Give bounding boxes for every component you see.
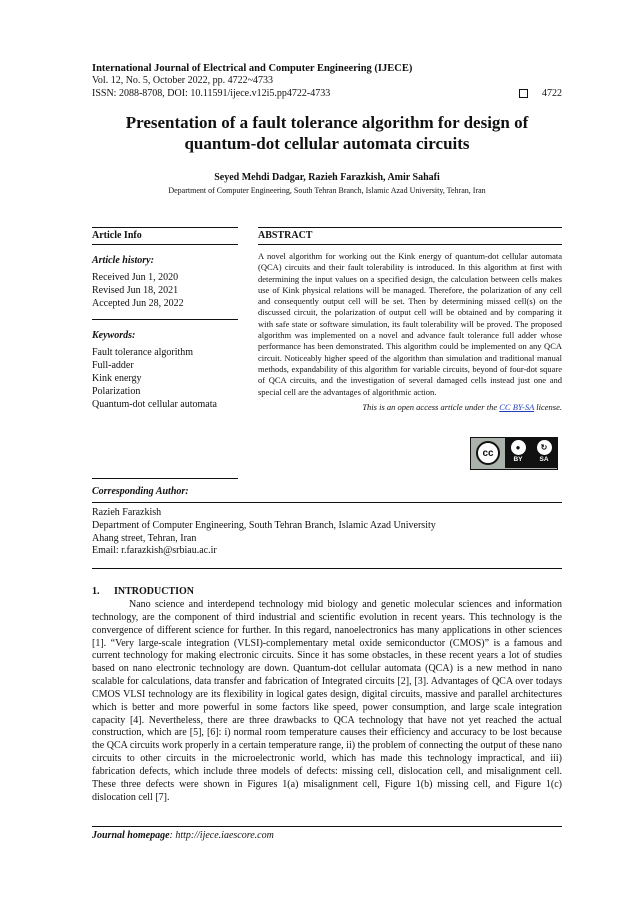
section-title: INTRODUCTION: [114, 586, 195, 597]
divider: [92, 502, 562, 503]
author-department: Department of Computer Engineering, South Tehran Branch, Islamic Azad University: [92, 519, 436, 531]
author-email: Email: r.farazkish@srbiau.ac.ir: [92, 545, 217, 557]
divider: [92, 568, 562, 569]
accepted-date: Accepted Jun 28, 2022: [92, 297, 184, 309]
page-number: 4722: [542, 88, 562, 100]
keyword: Fault tolerance algorithm: [92, 347, 194, 359]
divider: [92, 478, 238, 479]
received-date: Received Jun 1, 2020: [92, 272, 179, 283]
cc-logo: [471, 438, 505, 468]
license-link[interactable]: CC BY-SA: [499, 401, 535, 412]
attribution-icon: ●: [511, 440, 526, 455]
page-number-group: [519, 88, 562, 99]
keywords-label: Keywords:: [92, 330, 136, 342]
divider: [258, 244, 562, 245]
abstract-column: [258, 227, 562, 412]
footer: [92, 830, 274, 841]
cc-icon: cc: [476, 441, 500, 465]
authors: Seyed Mehdi Dadgar, Razieh Farazkish, Amir Sahafi: [214, 172, 440, 183]
abstract-text: A novel algorithm for working out the Kink energy of quantum-dot cellular automata (QCA) circuits and their fault tolerability is introduced. In this algorithm at first with determining the input values on a specified design, the calculation between cells makes use of Kink physical relations will be managed. Therefore, the polarization of any cell and consequently output cell will be set. Then by determining missed cell(s) on the discussed circuit, the polarization of output cell will be obtained and by comparing it with safe state or software simulation, its fault tolerability will be proved. The proposed algorithm was implemented on a novel and advance fault tolerance full adder whose performance has been demonstrated. This algorithm could be implemented on any QCA circuit. Noticeably higher speed of the algorithm than simulation and traditional manual methods, expandability of this algorithm for variable circuits, beyond of four-dot square of QCA circuits, and the investigation of several damaged cells instead just one and special cell are the advantages of algorithmic action.: [258, 251, 562, 397]
share-alike-icon: ↻: [537, 440, 552, 455]
issn-row: [92, 88, 562, 101]
license-line: [258, 402, 562, 412]
divider: [92, 319, 238, 320]
license-suffix: license.: [534, 401, 562, 412]
issn-line: ISSN: 2088-8708, DOI: 10.11591/ijece.v12i5.pp4722-4733: [92, 87, 331, 99]
homepage-url[interactable]: : http://ijece.iaescore.com: [169, 830, 274, 841]
keyword: Polarization: [92, 385, 141, 397]
volume-line: Vol. 12, No. 5, October 2022, pp. 4722~4733: [92, 75, 274, 86]
keyword: Quantum-dot cellular automata: [92, 398, 217, 410]
article-info-heading: Article Info: [92, 230, 142, 241]
keywords-list: [92, 347, 238, 411]
divider: [92, 826, 562, 827]
affiliation: Department of Computer Engineering, South Tehran Branch, Islamic Azad University, Tehran, Iran: [168, 186, 486, 195]
section-heading: [92, 586, 194, 597]
journal-header: [92, 62, 562, 100]
abstract-heading: ABSTRACT: [258, 230, 313, 241]
keyword: Full-adder: [92, 360, 134, 372]
article-info-column: [92, 227, 238, 411]
section-number: 1.: [92, 586, 100, 597]
journal-name: International Journal of Electrical and Computer Engineering (IJECE): [92, 63, 413, 74]
introduction-paragraph: Nano science and interdepend technology mid biology and genetic molecular sciences and information technology, are the component of third industrial and scientific evolution in recent years. This technology is the convergence of different science for further. In this regard, nanoelectronics has many applications in other sciences [1]. “Very large-scale integration (VLSI)-complementary metal oxide semiconductor (CMOS)” is a famous and current technology for making electronic circuits. Since it has some obstacles, in these recent years a lot of studies based on nano electronic technology are down. Quantum-dot cellular automata (QCA) is a new method in nano scalable for calculations, data transfer and fabrication of Integrated circuits [2], [3]. Advantages of QCA over todays CMOS VLSI technology are its flexibility in logical gates design, digital circuits, massive and parallel architectures which is better and more powerful in some factors like speed, power consumption, and large scale integration capacity [4]. Nevertheless, there are three drawbacks to QCA technology that have not yet reached the actual construction, which are [5], [6]: i) normal room temperature causes their efficiency and accuracy to be lost because the QCA circuits work properly in a certain temperature range, ii) the problem of connecting the output of these nano circuits to other circuits in the microelectronic world, which has made this technology impractical, and iii) fabrication defects, which include three models of defects: missing cell, dislocation cell, and misalignment cell. These three defects were shown in Figures 1(a) misalignment cell, Figure 1(b) missing cell, and Figure 1(c) dislocation cell [7].: [92, 599, 562, 803]
cc-terms: [505, 438, 557, 468]
homepage-label: Journal homepage: [92, 830, 170, 841]
author-street: Ahang street, Tehran, Iran: [92, 532, 197, 544]
divider: [92, 244, 238, 245]
license-prefix: This is an open access article under the: [362, 401, 500, 412]
sa-label: SA: [539, 456, 549, 463]
keyword: Kink energy: [92, 372, 142, 384]
article-history-label: Article history:: [92, 255, 154, 266]
square-icon: [519, 89, 528, 98]
cc-term-icons: [505, 438, 557, 455]
cc-by-sa-badge[interactable]: [470, 437, 558, 470]
author-name: Razieh Farazkish: [92, 507, 162, 518]
corresponding-author-block: [92, 507, 562, 558]
cc-term-labels: [505, 456, 557, 463]
by-label: BY: [513, 456, 523, 463]
paper-title: Presentation of a fault tolerance algorithm for design of quantum-dot cellular automata circuits: [125, 113, 529, 153]
revised-date: Revised Jun 18, 2021: [92, 284, 179, 296]
corresponding-author-label: Corresponding Author:: [92, 486, 189, 497]
article-history: [92, 272, 238, 310]
